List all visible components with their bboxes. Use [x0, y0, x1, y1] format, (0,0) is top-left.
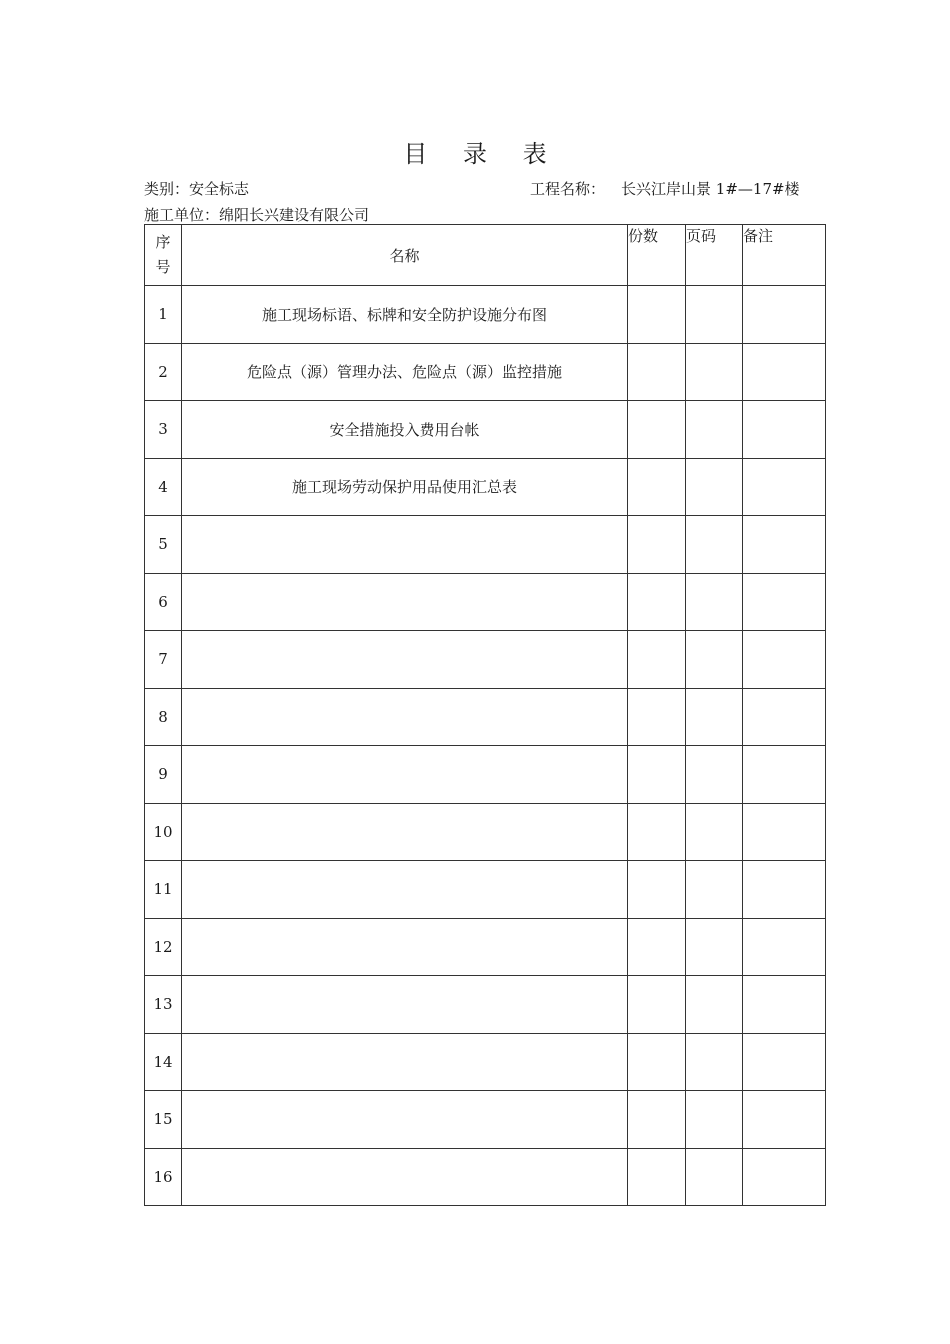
row-remark — [743, 976, 826, 1034]
row-copies — [628, 286, 686, 344]
table-row — [145, 746, 826, 804]
header-name: 名称 — [182, 225, 628, 286]
row-number: 4 — [145, 458, 182, 516]
row-number: 1 — [145, 286, 182, 344]
header-no-top: 序 — [155, 233, 171, 251]
row-remark — [743, 688, 826, 746]
row-number: 8 — [145, 688, 182, 746]
row-remark — [743, 516, 826, 574]
row-remark — [743, 1148, 826, 1206]
row-number: 11 — [145, 861, 182, 919]
table-row — [145, 1091, 826, 1149]
page-title: 目 录 表 — [403, 140, 561, 168]
table-row — [145, 286, 826, 344]
row-remark — [743, 286, 826, 344]
row-name — [182, 1091, 628, 1149]
row-remark — [743, 458, 826, 516]
row-page — [686, 631, 743, 689]
row-number: 7 — [145, 631, 182, 689]
row-name — [182, 573, 628, 631]
row-copies — [628, 918, 686, 976]
table-row — [145, 1148, 826, 1206]
table-row — [145, 1033, 826, 1091]
row-page — [686, 401, 743, 459]
row-page — [686, 918, 743, 976]
row-name — [182, 918, 628, 976]
header-remark: 备注 — [743, 225, 826, 286]
row-page — [686, 746, 743, 804]
row-page — [686, 286, 743, 344]
row-number: 12 — [145, 918, 182, 976]
row-copies — [628, 458, 686, 516]
category-label: 类别： — [144, 180, 190, 198]
row-name — [182, 976, 628, 1034]
row-number: 15 — [145, 1091, 182, 1149]
row-remark — [743, 1091, 826, 1149]
row-name — [182, 516, 628, 574]
project-label: 工程名称： — [530, 180, 606, 198]
table-row — [145, 918, 826, 976]
row-number: 3 — [145, 401, 182, 459]
table-row — [145, 976, 826, 1034]
row-copies — [628, 631, 686, 689]
row-name — [182, 631, 628, 689]
row-remark — [743, 343, 826, 401]
row-copies — [628, 343, 686, 401]
row-remark — [743, 573, 826, 631]
row-page — [686, 688, 743, 746]
row-remark — [743, 918, 826, 976]
table-body — [145, 286, 826, 1206]
row-remark — [743, 1033, 826, 1091]
row-name: 危险点（源）管理办法、危险点（源）监控措施 — [182, 343, 628, 401]
table-row — [145, 631, 826, 689]
table-row — [145, 573, 826, 631]
table-header-row — [145, 225, 826, 286]
row-number: 13 — [145, 976, 182, 1034]
table-row — [145, 401, 826, 459]
row-copies — [628, 976, 686, 1034]
row-copies — [628, 1148, 686, 1206]
row-page — [686, 573, 743, 631]
header-no-bottom: 号 — [155, 258, 171, 276]
row-copies — [628, 516, 686, 574]
row-copies — [628, 688, 686, 746]
row-copies — [628, 861, 686, 919]
row-name — [182, 861, 628, 919]
table-row — [145, 688, 826, 746]
row-page — [686, 1033, 743, 1091]
row-page — [686, 1091, 743, 1149]
header-copies: 份数 — [628, 225, 686, 286]
header-no — [145, 225, 182, 286]
row-number: 14 — [145, 1033, 182, 1091]
row-remark — [743, 401, 826, 459]
table-row — [145, 343, 826, 401]
row-name — [182, 1148, 628, 1206]
row-copies — [628, 746, 686, 804]
builder-label: 施工单位： — [144, 206, 220, 224]
row-number: 9 — [145, 746, 182, 804]
row-page — [686, 803, 743, 861]
row-name — [182, 688, 628, 746]
builder-value: 绵阳长兴建设有限公司 — [219, 206, 370, 224]
row-remark — [743, 631, 826, 689]
row-copies — [628, 401, 686, 459]
row-page — [686, 861, 743, 919]
row-page — [686, 516, 743, 574]
builder-line — [144, 204, 369, 225]
row-copies — [628, 573, 686, 631]
table-row — [145, 803, 826, 861]
row-name — [182, 746, 628, 804]
row-page — [686, 458, 743, 516]
table-row — [145, 516, 826, 574]
table-row — [145, 861, 826, 919]
contents-table — [144, 224, 826, 1206]
row-copies — [628, 803, 686, 861]
row-number: 6 — [145, 573, 182, 631]
row-name: 施工现场标语、标牌和安全防护设施分布图 — [182, 286, 628, 344]
row-name: 施工现场劳动保护用品使用汇总表 — [182, 458, 628, 516]
row-name: 安全措施投入费用台帐 — [182, 401, 628, 459]
category-value: 安全标志 — [189, 180, 250, 198]
row-number: 2 — [145, 343, 182, 401]
header-page: 页码 — [686, 225, 743, 286]
row-page — [686, 1148, 743, 1206]
row-number: 10 — [145, 803, 182, 861]
row-name — [182, 803, 628, 861]
project-line — [530, 178, 800, 199]
row-remark — [743, 803, 826, 861]
project-value: 长兴江岸山景 1#—17#楼 — [621, 180, 800, 198]
table-row — [145, 458, 826, 516]
row-copies — [628, 1033, 686, 1091]
row-name — [182, 1033, 628, 1091]
row-number: 5 — [145, 516, 182, 574]
row-page — [686, 343, 743, 401]
row-copies — [628, 1091, 686, 1149]
row-remark — [743, 861, 826, 919]
row-remark — [743, 746, 826, 804]
category-line — [144, 178, 249, 199]
row-number: 16 — [145, 1148, 182, 1206]
row-page — [686, 976, 743, 1034]
